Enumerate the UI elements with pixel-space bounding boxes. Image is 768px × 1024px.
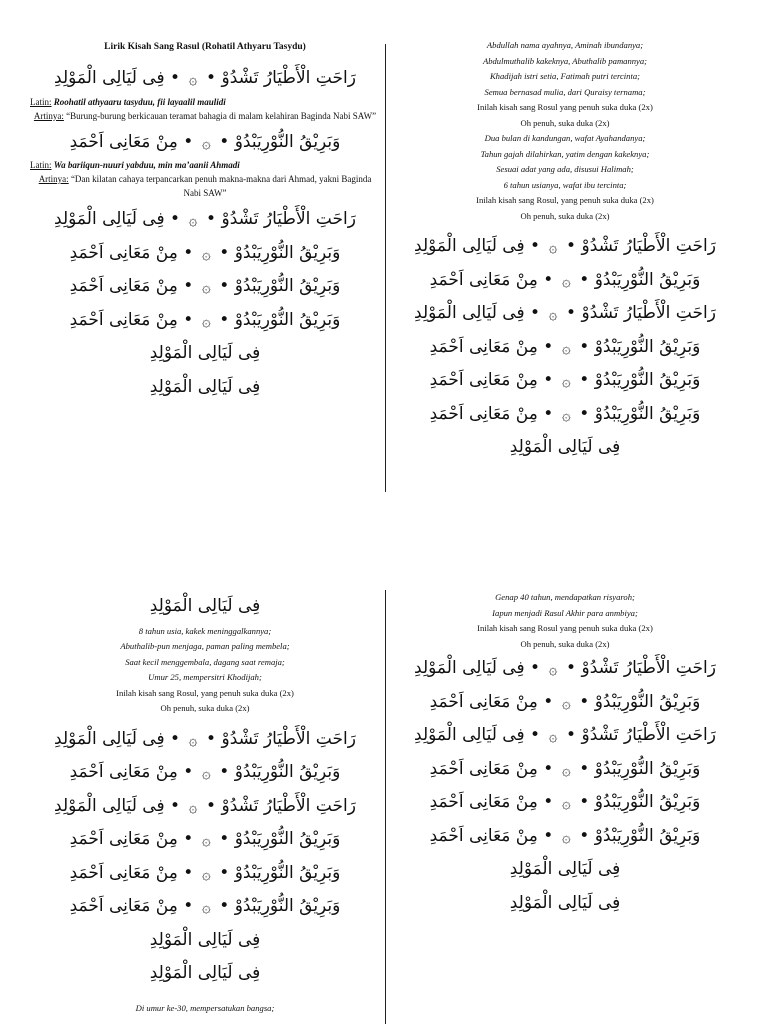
arabic-text: مِنْ مَعَانِى اَحْمَدِ	[429, 792, 538, 812]
ornament-icon: ۞	[201, 764, 211, 782]
dot-separator: •	[206, 68, 217, 88]
verse-line: Abdullah nama ayahnya, Aminah ibundanya;	[486, 40, 644, 50]
arabic-line-bariq	[392, 686, 738, 720]
arabic-text: مِنْ مَعَانِى اَحْمَدِ	[69, 896, 178, 916]
arabic-text: مِنْ مَعَانِى اَحْمَدِ	[429, 691, 538, 712]
dot-separator: •	[170, 795, 181, 816]
arabic-text: مِنْ مَعَانِى اَحْمَدِ	[429, 825, 538, 846]
dot-separator: •	[183, 762, 194, 782]
dot-separator: •	[183, 862, 194, 883]
verse-line: Abuthalib-pun menjaga, paman paling membela;	[120, 641, 290, 651]
artinya-label: Artinya:	[33, 110, 64, 121]
arabic-text: وَبَرِيْقُ النُّوْرِيَبْدُوْ	[594, 269, 701, 290]
verse-line: Dua bulan di kandungan, wafat Ayahandanya;	[484, 133, 646, 143]
arabic-line-rahat	[30, 723, 380, 757]
arabic-line-bariq	[392, 753, 738, 787]
arabic-line-rahat	[30, 790, 380, 824]
arabic-text: رَاحَتِ الْأَطْيَارُ تَشْدُوْ	[221, 209, 356, 229]
dot-separator: •	[219, 762, 230, 782]
arabic-line-bariq	[30, 823, 380, 857]
dot-separator: •	[543, 370, 554, 390]
arabic-text: وَبَرِيْقُ النُّوْرِيَبْدُوْ	[594, 758, 701, 779]
arabic-text: فِى لَيَالِى الْمَوْلِدِ	[54, 795, 165, 816]
dot-separator: •	[183, 896, 194, 916]
arabic-line-bariq	[392, 331, 738, 365]
dot-separator: •	[543, 758, 554, 779]
dot-separator: •	[170, 68, 181, 88]
lyrics-block-bottom-left	[30, 590, 380, 1016]
column-divider-top	[385, 44, 386, 492]
arabic-text: فِى لَيَالِى الْمَوْلِدِ	[54, 728, 165, 749]
verse-line: Genap 40 tahun, mendapatkan risyaroh;	[495, 592, 635, 602]
ornament-icon: ۞	[548, 660, 558, 678]
dot-separator: •	[183, 829, 194, 849]
verse-line: Sesuai adat yang ada, disusui Halimah;	[496, 164, 634, 174]
dot-separator: •	[170, 728, 181, 749]
arabic-text: وَبَرِيْقُ النُّوْرِيَبْدُوْ	[594, 370, 701, 390]
page-title: Lirik Kisah Sang Rasul (Rohatil Athyaru Tasydu)	[104, 42, 306, 52]
dot-separator: •	[219, 829, 230, 849]
lyrics-block-bottom-right	[392, 590, 738, 920]
arabic-line-bariq	[392, 364, 738, 398]
dot-separator: •	[219, 309, 230, 330]
ornament-icon: ۞	[561, 794, 571, 812]
dot-separator: •	[566, 658, 577, 678]
arabic-text: رَاحَتِ الْأَطْيَارُ تَشْدُوْ	[221, 795, 356, 816]
arabic-text: مِنْ مَعَانِى اَحْمَدِ	[429, 403, 538, 424]
arabic-line-fi-layali: فِى لَيَالِى الْمَوْلِدِ	[509, 437, 621, 457]
latin-line-2	[30, 159, 380, 172]
arabic-text: فِى لَيَالِى الْمَوْلِدِ	[414, 303, 525, 323]
refrain-line: Oh penuh, suka duka (2x)	[520, 210, 610, 221]
arabic-text: رَاحَتِ الْأَطْيَارُ تَشْدُوْ	[221, 728, 356, 749]
arabic-line-fi-layali: فِى لَيَالِى الْمَوْلِدِ	[149, 596, 261, 616]
arabic-text: مِنْ مَعَانِى اَحْمَدِ	[69, 242, 178, 263]
verse-line: Di umur ke-30, mempersatukan bangsa;	[135, 1002, 275, 1013]
dot-separator: •	[530, 303, 541, 323]
dot-separator: •	[579, 792, 590, 812]
verse-line: Tahun gajah dilahirkan, yatim dengan kakeknya;	[480, 148, 650, 159]
arabic-text: مِنْ مَعَانِى اَحْمَدِ	[429, 269, 538, 290]
dot-separator: •	[543, 792, 554, 812]
arabic-text: رَاحَتِ الْأَطْيَارُ تَشْدُوْ	[581, 725, 716, 745]
arabic-text: وَبَرِيْقُ النُّوْرِيَبْدُوْ	[234, 862, 341, 883]
dot-separator: •	[579, 370, 590, 390]
dot-separator: •	[566, 236, 577, 256]
dot-separator: •	[566, 303, 577, 323]
arabic-line-bariq	[30, 857, 380, 891]
ornament-icon: ۞	[561, 827, 571, 846]
verse-line: Abdulmuthalib kakeknya, Abuthalib pamannya;	[482, 55, 648, 66]
arabic-text: وَبَرِيْقُ النُّوْرِيَبْدُوْ	[594, 792, 701, 812]
arabic-text: مِنْ مَعَانِى اَحْمَدِ	[69, 131, 178, 152]
dot-separator: •	[170, 209, 181, 229]
ornament-icon: ۞	[548, 238, 558, 256]
arabic-text: وَبَرِيْقُ النُّوْرِيَبْدُوْ	[594, 336, 701, 357]
ornament-icon: ۞	[188, 730, 198, 749]
verse-line: Saat kecil menggembala, dagang saat remaja;	[125, 656, 285, 667]
dot-separator: •	[579, 403, 590, 424]
ornament-icon: ۞	[561, 338, 571, 357]
arabic-line-fi-layali: فِى لَيَالِى الْمَوْلِدِ	[509, 859, 621, 879]
ornament-icon: ۞	[188, 211, 198, 229]
dot-separator: •	[219, 131, 230, 152]
artinya-line-1	[30, 109, 380, 123]
latin-text: Wa bariiqun-nuuri yabduu, min ma’aanii Ahmadi	[53, 160, 240, 170]
arabic-text: فِى لَيَالِى الْمَوْلِدِ	[54, 209, 165, 229]
arabic-text: وَبَرِيْقُ النُّوْرِيَبْدُوْ	[234, 309, 341, 330]
arabic-text: فِى لَيَالِى الْمَوْلِدِ	[414, 658, 525, 678]
dot-separator: •	[530, 725, 541, 745]
dot-separator: •	[543, 691, 554, 712]
dot-separator: •	[219, 242, 230, 263]
arabic-line-bariq	[392, 820, 738, 854]
arabic-text: وَبَرِيْقُ النُّوْرِيَبْدُوْ	[594, 825, 701, 846]
arabic-line-fi-layali: فِى لَيَالِى الْمَوْلِدِ	[149, 929, 261, 950]
dot-separator: •	[579, 336, 590, 357]
lyrics-block-top-left	[30, 38, 380, 404]
ornament-icon: ۞	[548, 305, 558, 323]
ornament-icon: ۞	[188, 70, 198, 88]
arabic-line-bariq	[30, 890, 380, 924]
arabic-line-fi-layali: فِى لَيَالِى الْمَوْلِدِ	[149, 343, 261, 363]
arabic-line-fi-layali: فِى لَيَالِى الْمَوْلِدِ	[509, 892, 621, 913]
ornament-icon: ۞	[201, 864, 211, 883]
dot-separator: •	[579, 269, 590, 290]
verse-line: 6 tahun usianya, wafat ibu tercinta;	[503, 179, 627, 190]
artinya-line-2	[30, 172, 380, 200]
dot-separator: •	[566, 725, 577, 745]
arabic-line-rahat	[392, 297, 738, 331]
arabic-line-rahat	[30, 62, 380, 96]
artinya-text: “Dan kilatan cahaya terpancarkan penuh makna-makna dari Ahmad, yakni Baginda Nabi SAW”	[70, 174, 372, 198]
ornament-icon: ۞	[201, 831, 211, 849]
arabic-text: وَبَرِيْقُ النُّوْرِيَبْدُوْ	[594, 691, 701, 712]
verse-line: Iapun menjadi Rasul Akhir para anmbiya;	[492, 607, 638, 618]
dot-separator: •	[183, 242, 194, 263]
dot-separator: •	[530, 658, 541, 678]
dot-separator: •	[183, 131, 194, 152]
dot-separator: •	[543, 336, 554, 357]
dot-separator: •	[219, 862, 230, 883]
dot-separator: •	[579, 825, 590, 846]
arabic-text: وَبَرِيْقُ النُّوْرِيَبْدُوْ	[234, 276, 341, 296]
arabic-line-bariq	[392, 264, 738, 298]
latin-line-1	[30, 96, 380, 109]
arabic-line-fi-layali: فِى لَيَالِى الْمَوْلِدِ	[149, 376, 261, 397]
arabic-text: مِنْ مَعَانِى اَحْمَدِ	[69, 276, 178, 296]
artinya-text: “Burung-burung berkicauan teramat bahagia di malam kelahiran Baginda Nabi SAW”	[66, 110, 377, 121]
arabic-line-bariq	[30, 304, 380, 338]
arabic-text: مِنْ مَعَانِى اَحْمَدِ	[69, 862, 178, 883]
latin-label: Latin:	[30, 160, 52, 170]
arabic-text: مِنْ مَعَانِى اَحْمَدِ	[69, 762, 178, 782]
refrain-line: Inilah kisah sang Rosul yang penuh suka duka (2x)	[477, 102, 653, 112]
dot-separator: •	[219, 276, 230, 296]
ornament-icon: ۞	[188, 797, 198, 816]
refrain-line: Oh penuh, suka duka (2x)	[160, 703, 250, 713]
arabic-text: مِنْ مَعَانِى اَحْمَدِ	[429, 336, 538, 357]
ornament-icon: ۞	[201, 898, 211, 916]
ornament-icon: ۞	[201, 311, 211, 330]
dot-separator: •	[206, 209, 217, 229]
latin-text: Roohatil athyaaru tasyduu, fii layaalil maulidi	[53, 96, 226, 107]
arabic-line-fi-layali: فِى لَيَالِى الْمَوْلِدِ	[149, 963, 261, 983]
arabic-text: وَبَرِيْقُ النُّوْرِيَبْدُوْ	[234, 762, 341, 782]
arabic-line-bariq	[392, 786, 738, 820]
arabic-line-bariq	[30, 270, 380, 304]
arabic-text: رَاحَتِ الْأَطْيَارُ تَشْدُوْ	[581, 303, 716, 323]
refrain-line: Inilah kisah sang Rosul, yang penuh suka duka (2x)	[116, 687, 294, 698]
lyrics-block-top-right	[392, 38, 738, 465]
ornament-icon: ۞	[201, 133, 211, 152]
dot-separator: •	[543, 825, 554, 846]
ornament-icon: ۞	[548, 727, 558, 745]
arabic-text: فِى لَيَالِى الْمَوْلِدِ	[414, 236, 525, 256]
dot-separator: •	[206, 728, 217, 749]
ornament-icon: ۞	[201, 278, 211, 296]
refrain-line: Inilah kisah sang Rosul, yang penuh suka duka (2x)	[476, 195, 654, 205]
arabic-text: فِى لَيَالِى الْمَوْلِدِ	[414, 725, 525, 745]
refrain-line: Oh penuh, suka duka (2x)	[520, 638, 610, 649]
refrain-line: Inilah kisah sang Rosul yang penuh suka duka (2x)	[477, 623, 653, 633]
arabic-text: وَبَرِيْقُ النُّوْرِيَبْدُوْ	[234, 829, 341, 849]
ornament-icon: ۞	[561, 271, 571, 290]
arabic-text: مِنْ مَعَانِى اَحْمَدِ	[69, 309, 178, 330]
artinya-label: Artinya:	[38, 174, 69, 184]
arabic-text: وَبَرِيْقُ النُّوْرِيَبْدُوْ	[234, 131, 341, 152]
ornament-icon: ۞	[561, 372, 571, 390]
arabic-line-bariq	[30, 237, 380, 271]
ornament-icon: ۞	[561, 693, 571, 712]
refrain-line: Oh penuh, suka duka (2x)	[520, 117, 610, 128]
arabic-line-rahat	[30, 203, 380, 237]
arabic-line-bariq	[30, 126, 380, 160]
arabic-text: رَاحَتِ الْأَطْيَارُ تَشْدُوْ	[221, 68, 356, 88]
column-divider-bottom	[385, 590, 386, 1024]
arabic-text: فِى لَيَالِى الْمَوْلِدِ	[54, 68, 165, 88]
dot-separator: •	[543, 403, 554, 424]
arabic-line-rahat	[392, 652, 738, 686]
arabic-text: مِنْ مَعَانِى اَحْمَدِ	[69, 829, 178, 849]
dot-separator: •	[543, 269, 554, 290]
arabic-line-bariq	[30, 756, 380, 790]
dot-separator: •	[530, 236, 541, 256]
latin-label: Latin:	[30, 96, 52, 107]
arabic-text: وَبَرِيْقُ النُّوْرِيَبْدُوْ	[234, 242, 341, 263]
dot-separator: •	[579, 758, 590, 779]
ornament-icon: ۞	[561, 405, 571, 424]
arabic-line-rahat	[392, 719, 738, 753]
dot-separator: •	[183, 276, 194, 296]
arabic-line-bariq	[392, 398, 738, 432]
verse-line: 8 tahun usia, kakek meninggalkannya;	[138, 625, 272, 636]
arabic-text: رَاحَتِ الْأَطْيَارُ تَشْدُوْ	[581, 236, 716, 256]
verse-line: Umur 25, mempersitri Khodijah;	[148, 672, 262, 682]
verse-line: Semua bernasad mulia, dari Quraisy ternama;	[484, 86, 646, 97]
arabic-text: وَبَرِيْقُ النُّوْرِيَبْدُوْ	[594, 403, 701, 424]
ornament-icon: ۞	[561, 760, 571, 779]
arabic-text: وَبَرِيْقُ النُّوْرِيَبْدُوْ	[234, 896, 341, 916]
arabic-text: رَاحَتِ الْأَطْيَارُ تَشْدُوْ	[581, 658, 716, 678]
arabic-text: مِنْ مَعَانِى اَحْمَدِ	[429, 370, 538, 390]
dot-separator: •	[206, 795, 217, 816]
verse-line: Khadijah istri setia, Fatimah putri tercinta;	[489, 71, 641, 81]
ornament-icon: ۞	[201, 244, 211, 263]
dot-separator: •	[579, 691, 590, 712]
dot-separator: •	[183, 309, 194, 330]
arabic-line-rahat	[392, 230, 738, 264]
arabic-text: مِنْ مَعَانِى اَحْمَدِ	[429, 758, 538, 779]
dot-separator: •	[219, 896, 230, 916]
